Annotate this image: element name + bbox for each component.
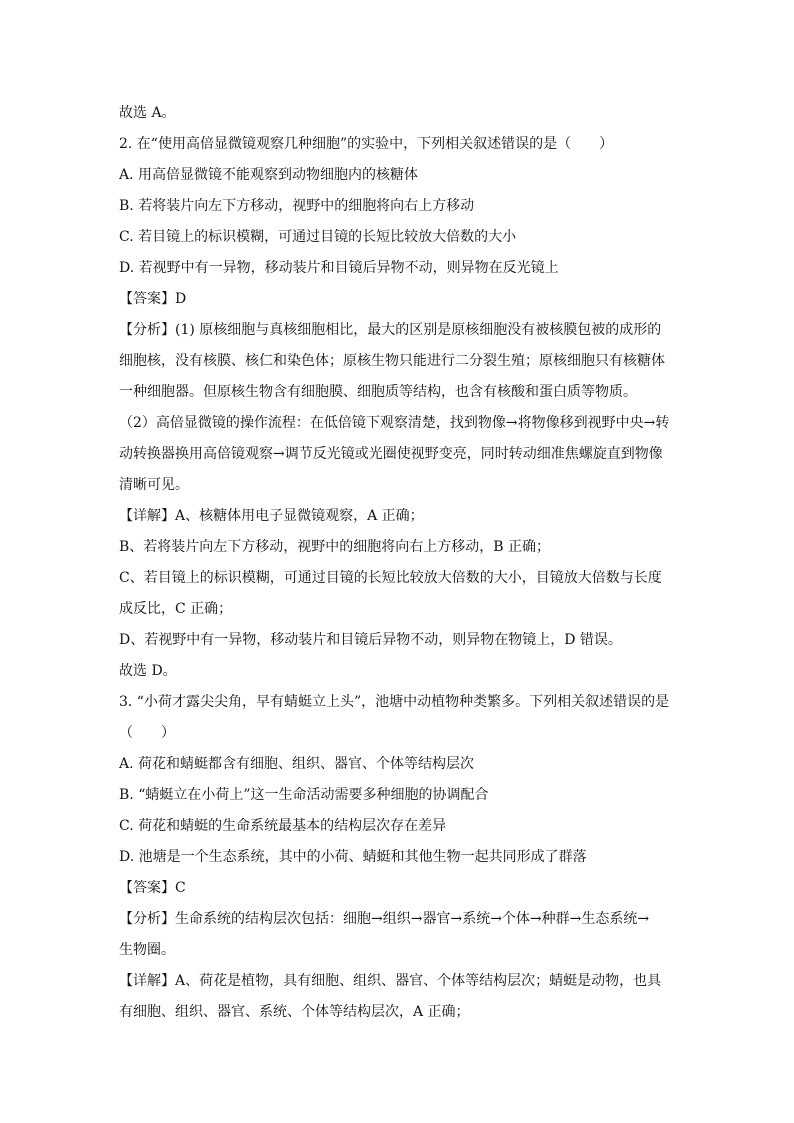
question-2-option-d: D. 若视野中有一异物，移动装片和目镜后异物不动，则异物在反光镜上: [119, 260, 559, 276]
detail-line: D、若视野中有一异物，移动装片和目镜后异物不动，则异物在物镜上，D 错误。: [119, 632, 622, 648]
analysis-line: 【分析】(1) 原核细胞与真核细胞相比，最大的区别是原核细胞没有被核膜包被的成形的: [119, 322, 662, 338]
detail-line: 有细胞、组织、器官、系统、个体等结构层次，A 正确；: [119, 1004, 470, 1020]
text-line: 故选 A。: [119, 105, 176, 121]
detail-line: 【详解】A、核糖体用电子显微镜观察，A 正确；: [119, 508, 424, 524]
question-3-stem: （ ）: [119, 725, 175, 741]
question-3-option-b: B. “蜻蜓立在小荷上”这一生命活动需要多种细胞的协调配合: [119, 787, 489, 803]
question-2-stem: 2. 在“使用高倍显微镜观察几种细胞”的实验中，下列相关叙述错误的是（ ）: [119, 136, 614, 152]
answer-label: 【答案】D: [119, 291, 187, 307]
answer-label: 【答案】C: [119, 880, 186, 896]
question-3-stem: 3. “小荷才露尖尖角，早有蜻蜓立上头”，池塘中动植物种类繁多。下列相关叙述错误的是: [119, 694, 670, 710]
analysis-line: 一种细胞器。但原核生物含有细胞膜、细胞质等结构，也含有核酸和蛋白质等物质。: [119, 384, 637, 400]
analysis-line: 细胞核，没有核膜、核仁和染色体；原核生物只能进行二分裂生殖；原核细胞只有核糖体: [119, 353, 665, 369]
question-2-option-c: C. 若目镜上的标识模糊，可通过目镜的长短比较放大倍数的大小: [119, 229, 517, 245]
analysis-line: 生物圈。: [119, 942, 175, 958]
question-2-option-b: B. 若将装片向左下方移动，视野中的细胞将向右上方移动: [119, 198, 475, 214]
text-line: 故选 D。: [119, 663, 177, 679]
question-3-option-c: C. 荷花和蜻蜓的生命系统最基本的结构层次存在差异: [119, 818, 447, 834]
question-3-option-d: D. 池塘是一个生态系统，其中的小荷、蜻蜓和其他生物一起共同形成了群落: [119, 849, 587, 865]
question-3-option-a: A. 荷花和蜻蜓都含有细胞、组织、器官、个体等结构层次: [119, 756, 475, 772]
question-2-option-a: A. 用高倍显微镜不能观察到动物细胞内的核糖体: [119, 167, 419, 183]
detail-line: 【详解】A、荷花是植物，具有细胞、组织、器官、个体等结构层次；蜻蜓是动物，也具: [119, 973, 662, 989]
detail-line: B、若将装片向左下方移动，视野中的细胞将向右上方移动，B 正确；: [119, 539, 551, 555]
detail-line: 成反比，C 正确；: [119, 601, 233, 617]
analysis-line: 【分析】生命系统的结构层次包括：细胞→组织→器官→系统→个体→种群→生态系统→: [119, 911, 650, 927]
analysis-line: 清晰可见。: [119, 477, 189, 493]
detail-line: C、若目镜上的标识模糊，可通过目镜的长短比较放大倍数的大小，目镜放大倍数与长度: [119, 570, 662, 586]
analysis-line: （2）高倍显微镜的操作流程：在低倍镜下观察清楚，找到物像→将物像移到视野中央→转: [119, 415, 670, 431]
analysis-line: 动转换器换用高倍镜观察→调节反光镜或光圈使视野变亮，同时转动细准焦螺旋直到物像: [119, 446, 663, 462]
